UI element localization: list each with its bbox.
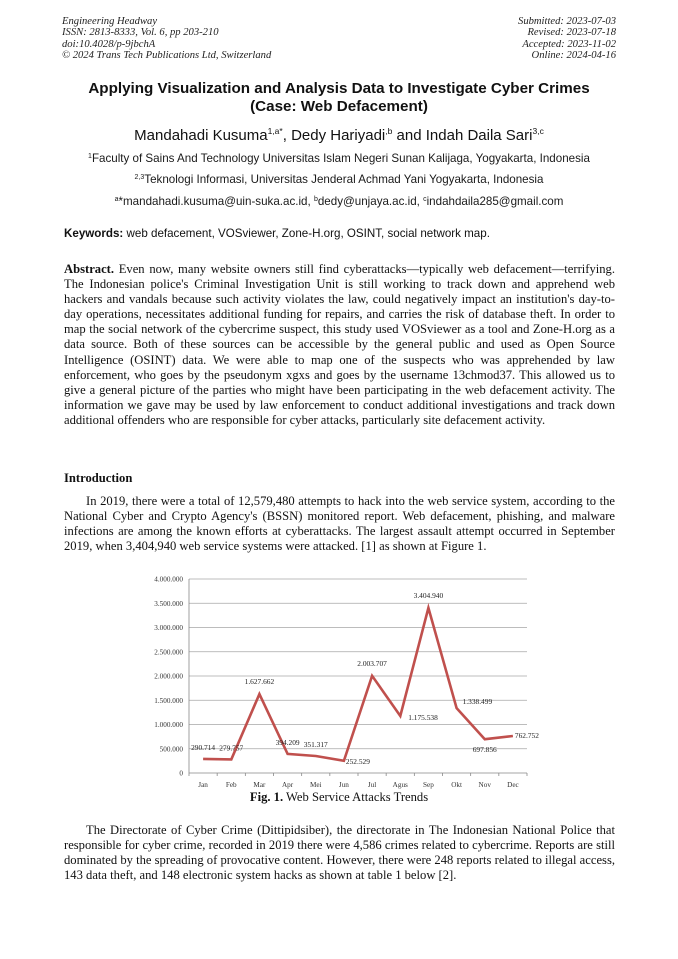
x-tick-label: Dec bbox=[507, 781, 519, 789]
y-tick-label: 2.000.000 bbox=[154, 672, 183, 681]
email-link[interactable]: dedy@unjaya.ac.id, bbox=[317, 195, 424, 208]
author-emails bbox=[40, 193, 638, 208]
author-name: Mandahadi Kusuma bbox=[134, 127, 268, 144]
y-tick-label: 3.000.000 bbox=[154, 624, 183, 632]
online-date: Online: 2024-04-16 bbox=[531, 50, 616, 62]
data-label: 1.338.499 bbox=[462, 697, 493, 707]
data-label: 290.714 bbox=[191, 742, 216, 752]
y-tick-label: 500.000 bbox=[159, 745, 183, 754]
email-link[interactable]: *mandahadi.kusuma@uin-suka.ac.id, bbox=[118, 195, 314, 208]
author-sup: 3,c bbox=[532, 126, 544, 136]
y-tick-label: 2.500.000 bbox=[154, 648, 183, 657]
affiliation-sup: 1 bbox=[88, 153, 92, 160]
author-list bbox=[40, 122, 638, 145]
body-paragraph: The Directorate of Cyber Crime (Dittipidsiber), the directorate in The Indonesian National Police that responsible for cyber crime, recorded in 2019 there were 4,586 crimes related to cybercrime. Reports are still dominated by the spreading of provocative content. However, there were 248 reports related to illegal access, 143 data theft, and 148 electronic system hacks as shown at table 1 below [2]. bbox=[64, 823, 615, 883]
author-name: Indah Daila Sari bbox=[425, 127, 533, 144]
journal-header-left bbox=[62, 16, 271, 62]
email-sup: c bbox=[423, 196, 427, 203]
data-label: 1.627.662 bbox=[244, 677, 275, 687]
data-label: 697.856 bbox=[472, 745, 497, 755]
abstract-label: Abstract. bbox=[64, 262, 115, 276]
affiliation-2 bbox=[40, 171, 638, 186]
keywords bbox=[64, 227, 490, 240]
affiliation-text: Teknologi Informasi, Universitas Jenderal Achmad Yani Yogyakarta, Indonesia bbox=[144, 173, 544, 186]
email-sup: a bbox=[114, 196, 119, 203]
x-tick-label: Agus bbox=[392, 781, 408, 789]
figure-caption-text: Web Service Attacks Trends bbox=[283, 790, 429, 804]
paper-title bbox=[40, 80, 638, 116]
title-line-1: Applying Visualization and Analysis Data to Investigate Cyber Crimes bbox=[88, 80, 590, 97]
revised-date: Revised: 2023-07-18 bbox=[527, 27, 616, 39]
data-label: 394.209 bbox=[275, 737, 300, 747]
affiliation-sup: 2,3 bbox=[134, 174, 145, 181]
keywords-label: Keywords: bbox=[64, 227, 124, 240]
figure-label: Fig. 1. bbox=[249, 790, 284, 804]
email-sup: b bbox=[313, 196, 318, 203]
keywords-text: web defacement, VOSviewer, Zone-H.org, OSINT, social network map. bbox=[123, 227, 490, 240]
x-tick-label: Nov bbox=[478, 781, 491, 789]
title-line-2: (Case: Web Defacement) bbox=[250, 98, 428, 115]
journal-header-right bbox=[518, 16, 616, 62]
submitted-date: Submitted: 2023-07-03 bbox=[518, 16, 616, 27]
data-label: 252.529 bbox=[345, 756, 370, 766]
author-separator: and bbox=[392, 127, 426, 144]
x-tick-label: Jul bbox=[367, 781, 377, 789]
data-label: 1.175.538 bbox=[408, 712, 438, 722]
abstract-text: Even now, many website owners still find cyberattacks—typically web defacement—terrifying. The Indonesian police's Criminal Investigation Unit is still working to track down and apprehend web hackers and vandals because such activity violates the law, could negatively impact an institution's day-to-day operations, necessitates additional funding for repairs, and carries the risk of database theft. In order to map the social network of the cybercrime suspect, this study used VOSviewer as a tool and Zone-H.org as a data source. Both of these sources can be accessible by the general public and used as Open Source Intelligence (OSINT) data. We were able to map one of the suspects who was apprehended by law enforcement, who goes by the pseudonym xgxs and goes by the username 13chmod37. This allowed us to give a general picture of the parties who might have been participating in the web defacement activity. The information we gave may be used by law enforcement to conduct additional investigations and track down additional offenders who are responsible for cyber attacks, particularly site defacement activity. bbox=[64, 262, 615, 427]
data-label: 351.317 bbox=[303, 739, 328, 749]
x-tick-label: Apr bbox=[281, 781, 294, 789]
data-label: 2.003.707 bbox=[357, 658, 387, 668]
issn-line: ISSN: 2813-8333, Vol. 6, pp 203-210 bbox=[62, 27, 219, 39]
x-tick-label: Sep bbox=[423, 781, 434, 789]
intro-paragraph: In 2019, there were a total of 12,579,480 attempts to hack into the web service system, according to the National Cyber and Crypto Agency's (BSSN) monitored report. Web defacement, phishing, and malware infections are among the known efforts at cyberattacks. The largest assault attempt occurred in September 2019, when 3,404,940 web service systems were attacked. [1] as shown at Figure 1. bbox=[64, 494, 615, 554]
x-tick-label: Jun bbox=[338, 781, 349, 789]
y-tick-label: 4.000.000 bbox=[154, 575, 183, 584]
journal-name: Engineering Headway bbox=[62, 16, 158, 27]
author-separator: , bbox=[282, 127, 292, 144]
x-tick-label: Okt bbox=[451, 781, 462, 789]
data-label: 762.752 bbox=[514, 731, 539, 741]
abstract bbox=[64, 262, 615, 428]
y-tick-label: 1.000.000 bbox=[154, 721, 183, 729]
x-tick-label: Mei bbox=[309, 781, 322, 789]
web-attacks-line-chart bbox=[130, 570, 550, 790]
doi-line: doi:10.4028/p-9jbchA bbox=[62, 38, 156, 50]
author-sup: ,b bbox=[385, 126, 393, 136]
author-name: Dedy Hariyadi bbox=[291, 127, 386, 144]
email-link[interactable]: indahdaila285@gmail.com bbox=[426, 195, 564, 208]
y-tick-label: 3.500.000 bbox=[154, 599, 183, 608]
y-tick-label: 1.500.000 bbox=[154, 696, 183, 705]
y-tick-label: 0 bbox=[179, 769, 183, 778]
copyright-line: © 2024 Trans Tech Publications Ltd, Switzerland bbox=[62, 50, 272, 62]
data-label: 3.404.940 bbox=[413, 590, 444, 600]
section-heading-introduction: Introduction bbox=[64, 471, 133, 485]
x-tick-label: Mar bbox=[253, 781, 266, 789]
affiliation-text: Faculty of Sains And Technology Universitas Islam Negeri Sunan Kalijaga, Yogyakarta, Indonesia bbox=[91, 152, 590, 165]
chart-canvas bbox=[130, 570, 550, 790]
accepted-date: Accepted: 2023-11-02 bbox=[522, 38, 616, 50]
affiliation-1 bbox=[40, 150, 638, 165]
x-tick-label: Feb bbox=[225, 781, 237, 789]
data-label: 279.757 bbox=[219, 743, 244, 753]
x-tick-label: Jan bbox=[198, 781, 208, 789]
figure-caption bbox=[40, 790, 638, 805]
author-sup: 1,a* bbox=[267, 126, 283, 136]
